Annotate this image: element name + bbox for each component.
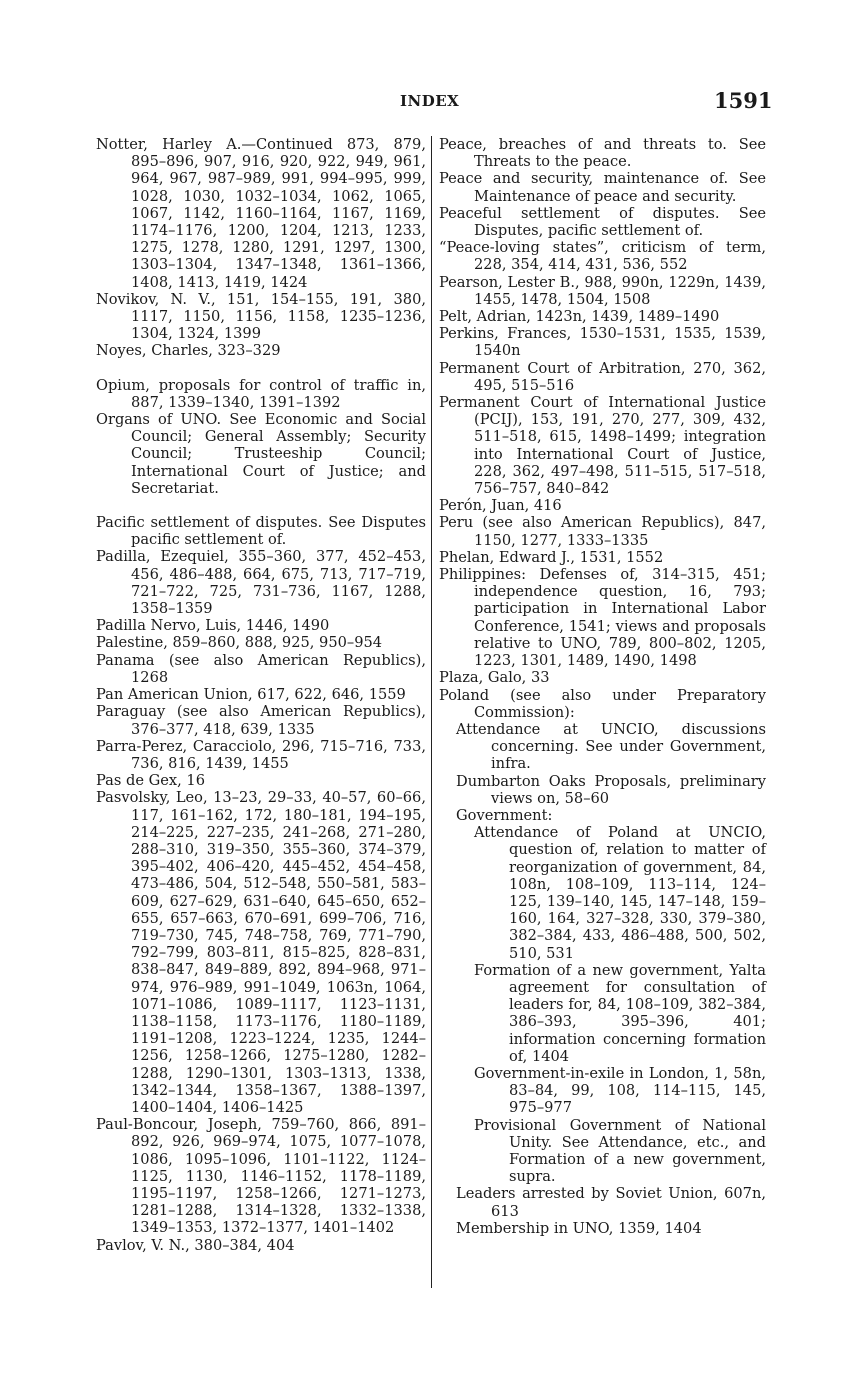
index-entry-peron: Perón, Juan, 416 bbox=[439, 497, 562, 515]
index-column-left bbox=[96, 136, 426, 1254]
index-subsubentry-formation: Formation of a new government, Yalta agreement for consultation of leaders for, 84, 108–109, 382–384, 386–393, 395–396, 401; information concerning formation of, 1404 bbox=[474, 961, 766, 1065]
index-entry-paraguay: Paraguay (see also American Republics), 376–377, 418, 639, 1335 bbox=[96, 703, 426, 738]
index-entry-organs-of-uno: Organs of UNO. See Economic and Social Council; General Assembly; Security Council; Trusteeship Council; International Court of Justice; and Secretariat. bbox=[96, 411, 426, 497]
index-entry-notter: Notter, Harley A.—Continued 873, 879, 895–896, 907, 916, 920, 922, 949, 961, 964, 967, 987–989, 991, 994–995, 999, 1028, 1030, 1032–1034, 1062, 1065, 1067, 1142, 1160–1164, 1167, 1169, 1174–1176, 1200, 1204, 1213, 1233, 1275, 1278, 1280, 1291, 1297, 1300, 1303–1304, 1347–1348, 1361–1366, 1408, 1413, 1419, 1424 bbox=[96, 136, 426, 291]
letter-group-gap bbox=[96, 360, 426, 377]
index-entry-peace-and-security: Peace and security, maintenance of. See Maintenance of peace and security. bbox=[439, 170, 766, 205]
index-entry-noyes: Noyes, Charles, 323–329 bbox=[96, 342, 281, 360]
index-subsubentry-government-in-exile: Government-in-exile in London, 1, 58n, 83–84, 99, 108, 114–115, 145, 975–977 bbox=[474, 1064, 766, 1117]
index-entry-permanent-court-arbitration: Permanent Court of Arbitration, 270, 362, 495, 515–516 bbox=[439, 359, 766, 394]
index-entry-plaza: Plaza, Galo, 33 bbox=[439, 669, 550, 687]
index-subentry-attendance: Attendance at UNCIO, discussions concerning. See under Government, infra. bbox=[456, 720, 766, 773]
index-entry-pavlov: Pavlov, V. N., 380–384, 404 bbox=[96, 1236, 295, 1254]
index-entry-perkins: Perkins, Frances, 1530–1531, 1535, 1539, 1540n bbox=[439, 325, 766, 360]
index-subentry-membership: Membership in UNO, 1359, 1404 bbox=[456, 1219, 702, 1237]
index-entry-parra-perez: Parra-Perez, Caracciolo, 296, 715–716, 733, 736, 816, 1439, 1455 bbox=[96, 737, 426, 772]
index-entry-pas-de-gex: Pas de Gex, 16 bbox=[96, 772, 205, 790]
index-entry-peaceful-settlement: Peaceful settlement of disputes. See Disputes, pacific settlement of. bbox=[439, 204, 766, 240]
running-head: INDEX bbox=[400, 92, 460, 110]
index-entry-pearson: Pearson, Lester B., 988, 990n, 1229n, 1439, 1455, 1478, 1504, 1508 bbox=[439, 273, 766, 308]
index-entry-padilla-ezequiel: Padilla, Ezequiel, 355–360, 377, 452–453, 456, 486–488, 664, 675, 713, 717–719, 721–722, 725, 731–736, 1167, 1288, 1358–1359 bbox=[96, 548, 426, 618]
index-entry-phelan: Phelan, Edward J., 1531, 1552 bbox=[439, 548, 664, 566]
index-entry-pan-american-union: Pan American Union, 617, 622, 646, 1559 bbox=[96, 686, 406, 704]
index-subsubentry-provisional-government: Provisional Government of National Unity. See Attendance, etc., and Formation of a new government, supra. bbox=[474, 1116, 766, 1186]
index-entry-panama: Panama (see also American Republics), 1268 bbox=[96, 651, 426, 686]
index-entry-pelt: Pelt, Adrian, 1423n, 1439, 1489–1490 bbox=[439, 308, 720, 326]
index-column-right bbox=[439, 136, 766, 1237]
index-entry-novikov: Novikov, N. V., 151, 154–155, 191, 380, 1117, 1150, 1156, 1158, 1235–1236, 1304, 1324, 1399 bbox=[96, 290, 426, 343]
index-entry-peace-loving-states: “Peace-loving states”, criticism of term, 228, 354, 414, 431, 536, 552 bbox=[439, 239, 766, 274]
column-divider bbox=[431, 136, 432, 1288]
index-subsubentry-attendance-uncio: Attendance of Poland at UNCIO, question of, relation to matter of reorganization of government, 84, 108n, 108–109, 113–114, 124–125, 139–140, 145, 147–148, 159–160, 164, 327–328, 330, 379–380, 382–384, 433, 486–488, 500, 502, 510, 531 bbox=[474, 824, 766, 962]
letter-group-gap bbox=[96, 497, 426, 514]
index-subentry-dumbarton-oaks: Dumbarton Oaks Proposals, preliminary views on, 58–60 bbox=[456, 772, 766, 807]
index-entry-peru: Peru (see also American Republics), 847, 1150, 1277, 1333–1335 bbox=[439, 514, 766, 549]
index-entry-pacific-settlement: Pacific settlement of disputes. See Disputes pacific settlement of. bbox=[96, 514, 426, 549]
index-subentry-government: Government: bbox=[456, 806, 553, 824]
index-entry-poland: Poland (see also under Preparatory Commission): bbox=[439, 686, 766, 721]
index-entry-padilla-nervo: Padilla Nervo, Luis, 1446, 1490 bbox=[96, 617, 330, 635]
index-entry-opium: Opium, proposals for control of traffic in, 887, 1339–1340, 1391–1392 bbox=[96, 376, 426, 411]
index-entry-pcij: Permanent Court of International Justice (PCIJ), 153, 191, 270, 277, 309, 432, 511–518, 615, 1498–1499; integration into International Court of Justice, 228, 362, 497–498, 511–515, 517–518, 756–757, 840–842 bbox=[439, 394, 766, 498]
index-entry-paul-boncour: Paul-Boncour, Joseph, 759–760, 866, 891–892, 926, 969–974, 1075, 1077–1078, 1086, 1095–1096, 1101–1122, 1124–1125, 1130, 1146–1152, 1178–1189, 1195–1197, 1258–1266, 1271–1273, 1281–1288, 1314–1328, 1332–1338, 1349–1353, 1372–1377, 1401–1402 bbox=[96, 1116, 426, 1237]
index-entry-philippines: Philippines: Defenses of, 314–315, 451; independence question, 16, 793; participation in International Labor Conference, 1541; views and proposals relative to UNO, 789, 800–802, 1205, 1223, 1301, 1489, 1490, 1498 bbox=[439, 566, 766, 670]
index-entry-pasvolsky: Pasvolsky, Leo, 13–23, 29–33, 40–57, 60–66, 117, 161–162, 172, 180–181, 194–195, 214–225, 227–235, 241–268, 271–280, 288–310, 319–350, 355–360, 374–379, 395–402, 406–420, 445–452, 454–458, 473–486, 504, 512–548, 550–581, 583–609, 627–629, 631–640, 645–650, 652–655, 657–663, 670–691, 699–706, 716, 719–730, 745, 748–758, 769, 771–790, 792–799, 803–811, 815–825, 828–831, 838–847, 849–889, 892, 894–968, 971–974, 976–989, 991–1049, 1063n, 1064, 1071–1086, 1089–1117, 1123–1131, 1138–1158, 1173–1176, 1180–1189, 1191–1208, 1223–1224, 1235, 1244–1256, 1258–1266, 1275–1280, 1282–1288, 1290–1301, 1303–1313, 1338, 1342–1344, 1358–1367, 1388–1397, 1400–1404, 1406–1425 bbox=[96, 789, 426, 1116]
page-number: 1591 bbox=[714, 88, 773, 113]
index-entry-peace-breaches: Peace, breaches of and threats to. See Threats to the peace. bbox=[439, 136, 766, 171]
index-entry-palestine: Palestine, 859–860, 888, 925, 950–954 bbox=[96, 634, 383, 652]
index-subentry-leaders-arrested: Leaders arrested by Soviet Union, 607n, 613 bbox=[456, 1185, 766, 1220]
